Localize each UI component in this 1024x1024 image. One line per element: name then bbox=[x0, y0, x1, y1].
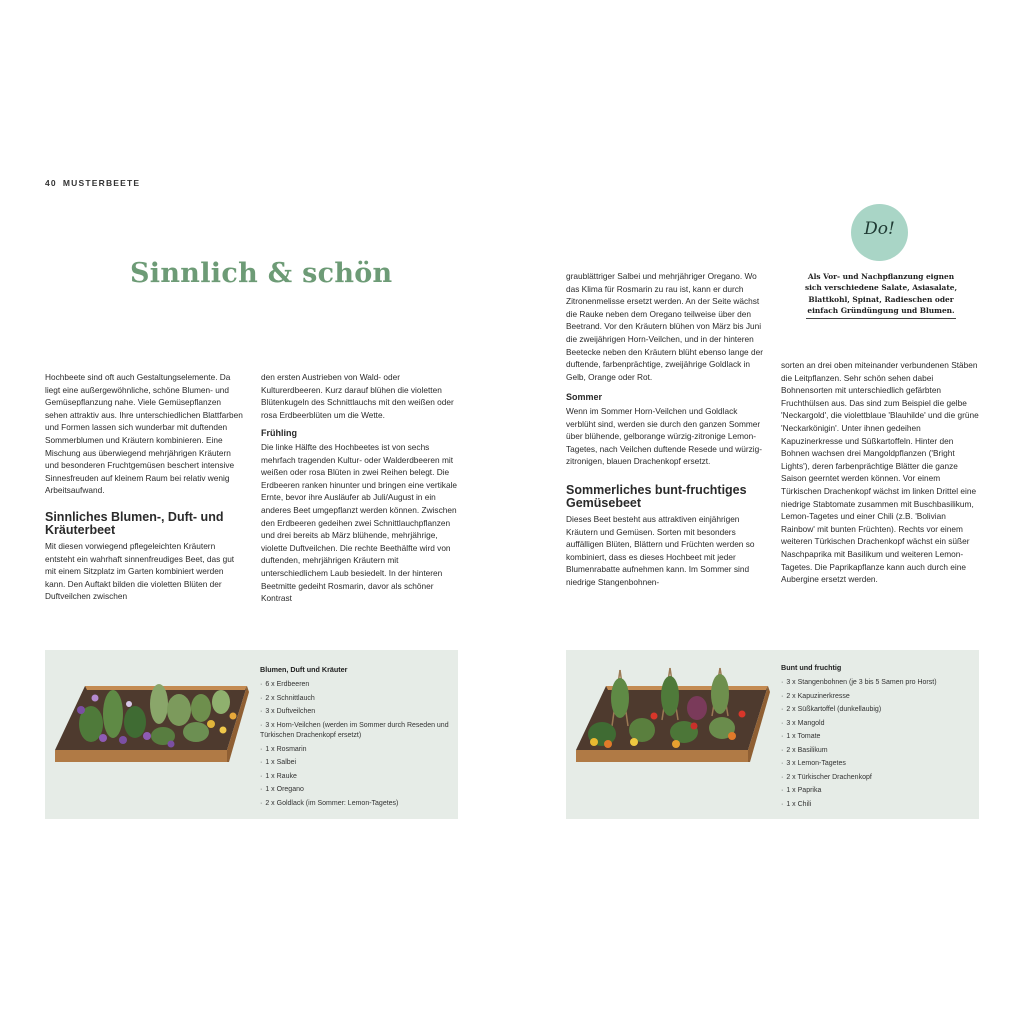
plant-list-left bbox=[260, 665, 450, 810]
list-item: · 2 x Kapuzinerkresse bbox=[781, 692, 850, 700]
plant-list-title-right: Bunt und fruchtig bbox=[781, 663, 842, 672]
paragraph-col2-2: Die linke Hälfte des Hochbeetes ist von sechs mehrfach tragenden Kultur- oder Walderdbeeren mit weißen oder rosa Blüten in zwei Reihen belegt. Die Erdbeeren ranken hinunter und bringen eine vertikale Ernte, bevor ihre Ausläufer ab Juli/August in ein anderes Beet umgepflanzt werden können. Zwischen den Erdbeeren gedeihen zwei Schnittlauchpflanzen und drei bereits ab März blühende, mehrjährige, violette Duftveilchen. Die rechte Beethälfte wird von duftenden, mehrjährigen Kräutern mit unterschiedlichem Laub besiedelt. In der hinteren Beetmitte gedeiht Rosmarin, davor als schöner Kontrast bbox=[261, 441, 458, 604]
subheading-fruehling: Frühling bbox=[261, 428, 297, 439]
page-title: Sinnlich & schön bbox=[130, 258, 393, 289]
tip-divider bbox=[806, 318, 956, 319]
list-item: · 1 x Rauke bbox=[260, 772, 297, 780]
list-item: · 1 x Paprika bbox=[781, 787, 822, 794]
text-column-1 bbox=[45, 371, 245, 603]
list-item: · 6 x Erdbeeren bbox=[260, 681, 310, 688]
list-item: · 3 x Duftveilchen bbox=[260, 708, 316, 715]
section-heading-vegetable-bed: Sommerliches bunt-fruchtiges Gemüsebeet bbox=[566, 482, 747, 510]
text-column-2 bbox=[261, 371, 458, 605]
tip-badge bbox=[851, 204, 908, 261]
list-item: · 3 x Stangenbohnen (je 3 bis 5 Samen pro Horst) bbox=[781, 679, 937, 686]
vegetable-bed-paragraph: Dieses Beet besteht aus attraktiven einjährigen Kräutern und Gemüsen. Sorten mit besonders auffälligen Blüten, Blättern und Früchten werden so kombiniert, dass es dieses Hochbeet mit jeder Blumenrabatte aufnehmen kann. Im Sommer sind niedrige Stangenbohnen- bbox=[566, 513, 755, 587]
list-item: · 3 x Lemon-Tagetes bbox=[781, 760, 846, 767]
text-column-3 bbox=[566, 270, 766, 588]
list-item: · 1 x Salbei bbox=[260, 759, 297, 766]
tip-badge-label: Do! bbox=[864, 219, 895, 239]
planting-plan-panel-left bbox=[45, 650, 458, 819]
raised-bed-illustration-vegetables bbox=[572, 664, 772, 766]
list-item: · 1 x Tomate bbox=[781, 733, 821, 740]
list-item: · 3 x Horn-Veilchen (werden im Sommer durch Reseden und Türkischen Drachenkopf ersetzt) bbox=[260, 721, 449, 739]
subheading-sommer: Sommer bbox=[566, 392, 603, 403]
plant-list-title-left: Blumen, Duft und Kräuter bbox=[260, 665, 348, 674]
planting-plan-panel-right bbox=[566, 650, 979, 819]
section-label: MUSTERBEETE bbox=[62, 178, 141, 188]
paragraph-col2-1: den ersten Austrieben von Wald- oder Kulturerdbeeren. Kurz darauf blühen die violetten Blütenkugeln des Schnittlauchs mit den weißen oder rosa Erdbeerblüten um die Wette. bbox=[261, 372, 454, 420]
text-column-4 bbox=[781, 359, 979, 586]
section-heading-flower-bed: Sinnliches Blumen-, Duft- und Kräuterbeet bbox=[45, 509, 224, 537]
list-item: · 1 x Chili bbox=[781, 800, 812, 808]
paragraph-col3-1: graublättriger Salbei und mehrjähriger Oregano. Wo das Klima für Rosmarin zu rau ist, kann er durch Zitronenmelisse ersetzt werden. An der Seite wächst die Rauke neben dem Oregano teilweise über den Beetrand. Vor den Kräutern blühen von März bis Juni die zweijährigen Horn-Veilchen, und in der hinteren Beetecke neben den Kräutern blüht ebenso lange der duftende, farbenprächtige, zweijährige Goldlack in Gelb, Orange oder Rot. bbox=[566, 271, 763, 382]
list-item: · 2 x Basilikum bbox=[781, 746, 828, 754]
list-item: · 2 x Süßkartoffel (dunkellaubig) bbox=[781, 706, 882, 713]
list-item: · 1 x Rosmarin bbox=[260, 745, 307, 753]
paragraph-col4: sorten an drei oben miteinander verbundenen Stäben die Leitpflanzen. Sehr schön sehen dabei Bohnensorten mit unterschiedlich gefärbten Fruchthülsen aus. Das sind zum Beispiel die gelbe 'Neckargold', die violettblaue 'Blauhilde' und die grüne 'Neckarkönigin'. Unter ihnen gedeihen Kapuzinerkresse und Süßkartoffeln. Hinter den Bohnen wachsen drei Mangoldpflanzen ('Bright Lights'), deren farbenprächtige Blätter die ganze Saison geerntet werden können. Vor einem Türkischen Drachenkopf wächst im linken Drittel eine niedrige Stabtomate zusammen mit Buschbasilikum, Lemon-Tagetes und einer Chili (z.B. 'Bolivian Rainbow' mit bunten Früchten). Rechts vor einem weiteren Türkischen Drachenkopf wächst ein süßer Naschpaprika mit Basilikum und weiteren Lemon-Tagetes. Die Paprikapflanze kann auch durch eine Aubergine ersetzt werden. bbox=[781, 360, 979, 585]
list-item: · 2 x Goldlack (im Sommer: Lemon-Tagetes) bbox=[260, 799, 399, 807]
paragraph-col3-2: Wenn im Sommer Horn-Veilchen und Goldlack verblüht sind, werden sie durch den ganzen Sommer über blühende, gelborange würzig-zitronige Lemon-Tagetes, nach Veilchen duftende Resede und würzig-zitronigen, blauen Drachenkopf ersetzt. bbox=[566, 405, 763, 467]
running-head bbox=[45, 178, 140, 188]
plant-list-items-left bbox=[260, 678, 450, 810]
list-item: · 1 x Oregano bbox=[260, 786, 304, 793]
page-number: 40 bbox=[45, 178, 57, 188]
tip-text: Als Vor- und Nachpflanzung eignen sich verschiedene Salate, Asiasalate, Blattkohl, Spinat, Radieschen oder einfach Gründüngung und Blumen. bbox=[804, 272, 958, 315]
list-item: · 2 x Türkischer Drachenkopf bbox=[781, 773, 872, 781]
raised-bed-illustration-flowers bbox=[51, 664, 251, 766]
plant-list-right bbox=[781, 663, 971, 811]
list-item: · 3 x Mangold bbox=[781, 719, 825, 727]
intro-paragraph: Hochbeete sind oft auch Gestaltungselemente. Da liegt eine außergewöhnliche, schöne Blumen- und Gemüsepflanzung nahe. Viele Gemüsepflanzen sehen attraktiv aus. Ihre unterschiedlichen Blattfarben und Formen lassen sich wunderbar mit duftenden Sommerblumen und Kräutern kombinieren. Eine Mischung aus überwiegend mehrjährigen Kräutern und besonderen Fruchtgemüsen beschert intensive Sinnesfreuden auf kleinem Raum bei relativ wenig Arbeitsaufwand. bbox=[45, 372, 243, 496]
plant-list-items-right bbox=[781, 676, 971, 811]
flower-bed-paragraph: Mit diesen vorwiegend pflegeleichten Kräutern entsteht ein wahrhaft sinnenfreudiges Beet, das gut mit einem Sitzplatz im Garten kombiniert werden kann. Den Auftakt bilden die violetten Blüten der Duftveilchen zwischen bbox=[45, 540, 235, 602]
list-item: · 2 x Schnittlauch bbox=[260, 694, 315, 702]
